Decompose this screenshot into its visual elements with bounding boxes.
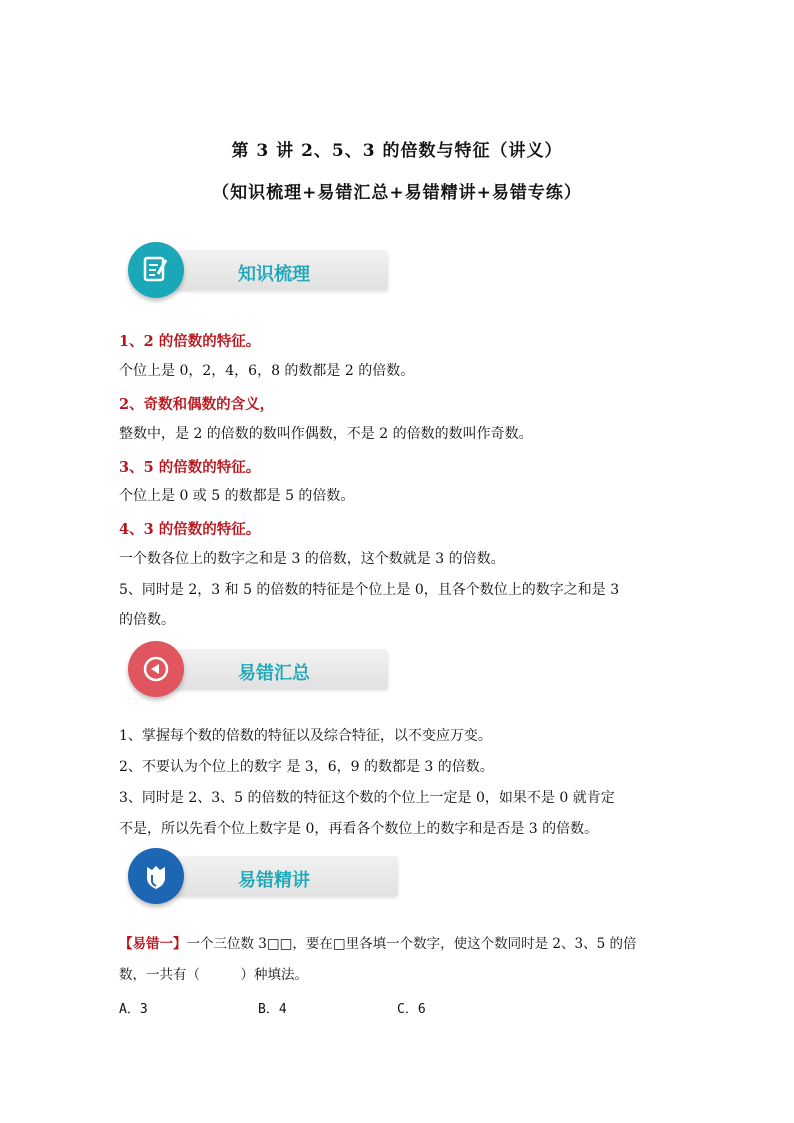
knowledge-text-2: 整数中，是 2 的倍数的数叫作偶数，不是 2 的倍数的数叫作奇数。	[119, 426, 533, 442]
question-line-1	[119, 929, 679, 960]
knowledge-text-5-cont: 的倍数。	[119, 612, 175, 628]
banner-label: 易错精讲	[238, 870, 310, 891]
banner-errors-summary	[120, 641, 392, 697]
question-line-2: 数，一共有（ ）种填法。	[119, 967, 308, 983]
knowledge-text-5: 5、同时是 2，3 和 5 的倍数的特征是个位上是 0，且各个数位上的数字之和是 3	[119, 582, 620, 598]
knowledge-heading-4: 4、3 的倍数的特征。	[119, 521, 261, 538]
notepad-icon	[128, 242, 184, 298]
page-subtitle: （知识梳理+易错汇总+易错精讲+易错专练）	[212, 183, 582, 203]
knowledge-heading-3: 3、5 的倍数的特征。	[119, 459, 261, 476]
summary-item-1: 1、掌握每个数的倍数的特征以及综合特征，以不变应万变。	[119, 728, 492, 744]
question-tag: 【易错一】	[119, 936, 187, 952]
banner-label: 易错汇总	[238, 663, 310, 684]
banner-errors-explain	[120, 848, 400, 904]
back-arrow-icon	[128, 641, 184, 697]
banner-label: 知识梳理	[238, 264, 310, 285]
option-b: B．4	[258, 1002, 287, 1017]
summary-item-2: 2、不要认为个位上的数字 是 3，6，9 的数都是 3 的倍数。	[119, 759, 494, 775]
banner-knowledge	[120, 242, 392, 298]
knowledge-heading-1: 1、2 的倍数的特征。	[119, 333, 261, 350]
knowledge-text-4: 一个数各位上的数字之和是 3 的倍数，这个数就是 3 的倍数。	[119, 551, 505, 567]
knowledge-text-1: 个位上是 0，2，4，6，8 的数都是 2 的倍数。	[119, 363, 415, 379]
summary-item-3: 3、同时是 2、3、5 的倍数的特征这个数的个位上一定是 0，如果不是 0 就肯定	[119, 790, 615, 806]
page-title: 第 3 讲 2、5、3 的倍数与特征（讲义）	[231, 141, 563, 161]
option-a: A．3	[119, 1002, 148, 1017]
option-c: C．6	[397, 1002, 426, 1017]
summary-item-3-cont: 不是，所以先看个位上数字是 0，再看各个数位上的数字和是否是 3 的倍数。	[119, 821, 599, 837]
knowledge-text-3: 个位上是 0 或 5 的数都是 5 的倍数。	[119, 488, 355, 504]
shield-icon	[128, 848, 184, 904]
question-text: 一个三位数 3□□，要在□里各填一个数字，使这个数同时是 2、3、5 的倍	[186, 936, 637, 952]
knowledge-heading-2: 2、奇数和偶数的含义，	[119, 396, 275, 413]
